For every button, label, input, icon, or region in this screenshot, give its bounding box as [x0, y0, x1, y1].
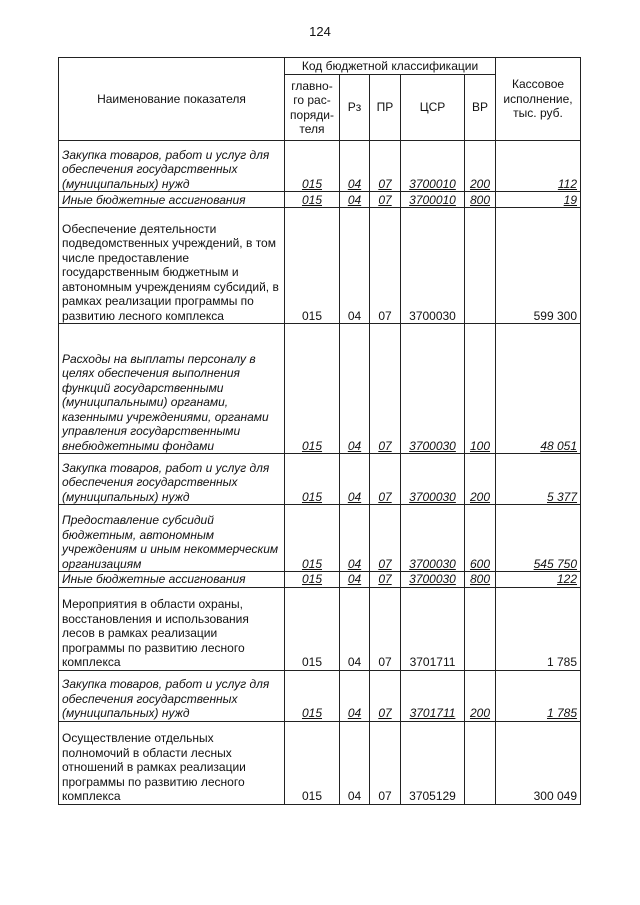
- table-row: [59, 141, 581, 192]
- row-pr: 07: [370, 454, 401, 505]
- row-amount: 5 377: [496, 454, 581, 505]
- row-csr: 3700030: [401, 505, 465, 572]
- row-grbs: 015: [285, 208, 340, 324]
- row-csr: 3700010: [401, 141, 465, 192]
- row-amount: 300 049: [496, 721, 581, 804]
- row-grbs: 015: [285, 587, 340, 670]
- row-grbs: 015: [285, 721, 340, 804]
- row-rz: 04: [340, 324, 370, 454]
- row-name: Закупка товаров, работ и услуг для обеспечения государственных (муниципальных) нужд: [59, 670, 285, 721]
- row-csr: 3700030: [401, 454, 465, 505]
- row-name: Расходы на выплаты персоналу в целях обеспечения выполнения функций государственными (муниципальными) органами, казенными учреждениями, органами управления государственными внебюджетными фондами: [59, 324, 285, 454]
- row-amount: 1 785: [496, 670, 581, 721]
- table-row: [59, 721, 581, 804]
- table-row: [59, 572, 581, 588]
- row-name: Иные бюджетные ассигнования: [59, 192, 285, 208]
- row-vr: 100: [465, 324, 496, 454]
- row-csr: 3701711: [401, 670, 465, 721]
- row-rz: 04: [340, 721, 370, 804]
- row-rz: 04: [340, 208, 370, 324]
- row-amount: 19: [496, 192, 581, 208]
- row-name: Обеспечение деятельности подведомственных учреждений, в том числе предоставление государственным бюджетным и автономным учреждениям субсидий, в рамках реализации программы по развитию лесного комплекса: [59, 208, 285, 324]
- row-name: Закупка товаров, работ и услуг для обеспечения государственных (муниципальных) нужд: [59, 141, 285, 192]
- row-name: Иные бюджетные ассигнования: [59, 572, 285, 588]
- row-rz: 04: [340, 192, 370, 208]
- row-grbs: 015: [285, 324, 340, 454]
- row-pr: 07: [370, 721, 401, 804]
- header-pr: ПР: [370, 75, 401, 141]
- row-csr: 3700030: [401, 572, 465, 588]
- row-pr: 07: [370, 192, 401, 208]
- row-csr: 3700010: [401, 192, 465, 208]
- row-rz: 04: [340, 141, 370, 192]
- row-csr: 3700030: [401, 208, 465, 324]
- row-amount: 599 300: [496, 208, 581, 324]
- table-body: [59, 141, 581, 805]
- row-vr: 200: [465, 454, 496, 505]
- header-vr: ВР: [465, 75, 496, 141]
- row-rz: 04: [340, 587, 370, 670]
- row-vr: 800: [465, 192, 496, 208]
- table-row: [59, 505, 581, 572]
- row-amount: 545 750: [496, 505, 581, 572]
- page-number: 124: [309, 24, 331, 39]
- row-amount: 122: [496, 572, 581, 588]
- budget-table: [58, 57, 581, 805]
- row-csr: 3700030: [401, 324, 465, 454]
- row-rz: 04: [340, 670, 370, 721]
- table-row: [59, 192, 581, 208]
- row-pr: 07: [370, 141, 401, 192]
- row-amount: 1 785: [496, 587, 581, 670]
- row-rz: 04: [340, 454, 370, 505]
- row-pr: 07: [370, 572, 401, 588]
- row-grbs: 015: [285, 454, 340, 505]
- row-grbs: 015: [285, 670, 340, 721]
- row-vr: 800: [465, 572, 496, 588]
- row-name: Закупка товаров, работ и услуг для обеспечения государственных (муниципальных) нужд: [59, 454, 285, 505]
- row-vr: [465, 587, 496, 670]
- row-pr: 07: [370, 505, 401, 572]
- row-pr: 07: [370, 324, 401, 454]
- table-row: [59, 670, 581, 721]
- row-vr: [465, 208, 496, 324]
- row-csr: 3701711: [401, 587, 465, 670]
- row-vr: 600: [465, 505, 496, 572]
- header-name: Наименование показателя: [59, 58, 285, 141]
- row-rz: 04: [340, 505, 370, 572]
- row-grbs: 015: [285, 141, 340, 192]
- row-name: Предоставление субсидий бюджетным, автономным учреждениям и иным некоммерческим организациям: [59, 505, 285, 572]
- table-row: [59, 454, 581, 505]
- row-grbs: 015: [285, 505, 340, 572]
- row-csr: 3705129: [401, 721, 465, 804]
- header-csr: ЦСР: [401, 75, 465, 141]
- row-grbs: 015: [285, 572, 340, 588]
- row-amount: 112: [496, 141, 581, 192]
- row-vr: 200: [465, 141, 496, 192]
- row-pr: 07: [370, 587, 401, 670]
- table-row: [59, 587, 581, 670]
- table-row: [59, 324, 581, 454]
- header-code-group: Код бюджетной классификации: [285, 58, 496, 75]
- row-grbs: 015: [285, 192, 340, 208]
- row-rz: 04: [340, 572, 370, 588]
- row-vr: [465, 721, 496, 804]
- header-grbs: главно-го рас-поряди-теля: [285, 75, 340, 141]
- table-row: [59, 208, 581, 324]
- row-vr: 200: [465, 670, 496, 721]
- row-name: Осуществление отдельных полномочий в области лесных отношений в рамках реализации программы по развитию лесного комплекса: [59, 721, 285, 804]
- row-amount: 48 051: [496, 324, 581, 454]
- header-amount: Кассовое исполнение, тыс. руб.: [496, 58, 581, 141]
- row-name: Мероприятия в области охраны, восстановления и использования лесов в рамках реализации программы по развитию лесного комплекса: [59, 587, 285, 670]
- header-rz: Рз: [340, 75, 370, 141]
- row-pr: 07: [370, 208, 401, 324]
- row-pr: 07: [370, 670, 401, 721]
